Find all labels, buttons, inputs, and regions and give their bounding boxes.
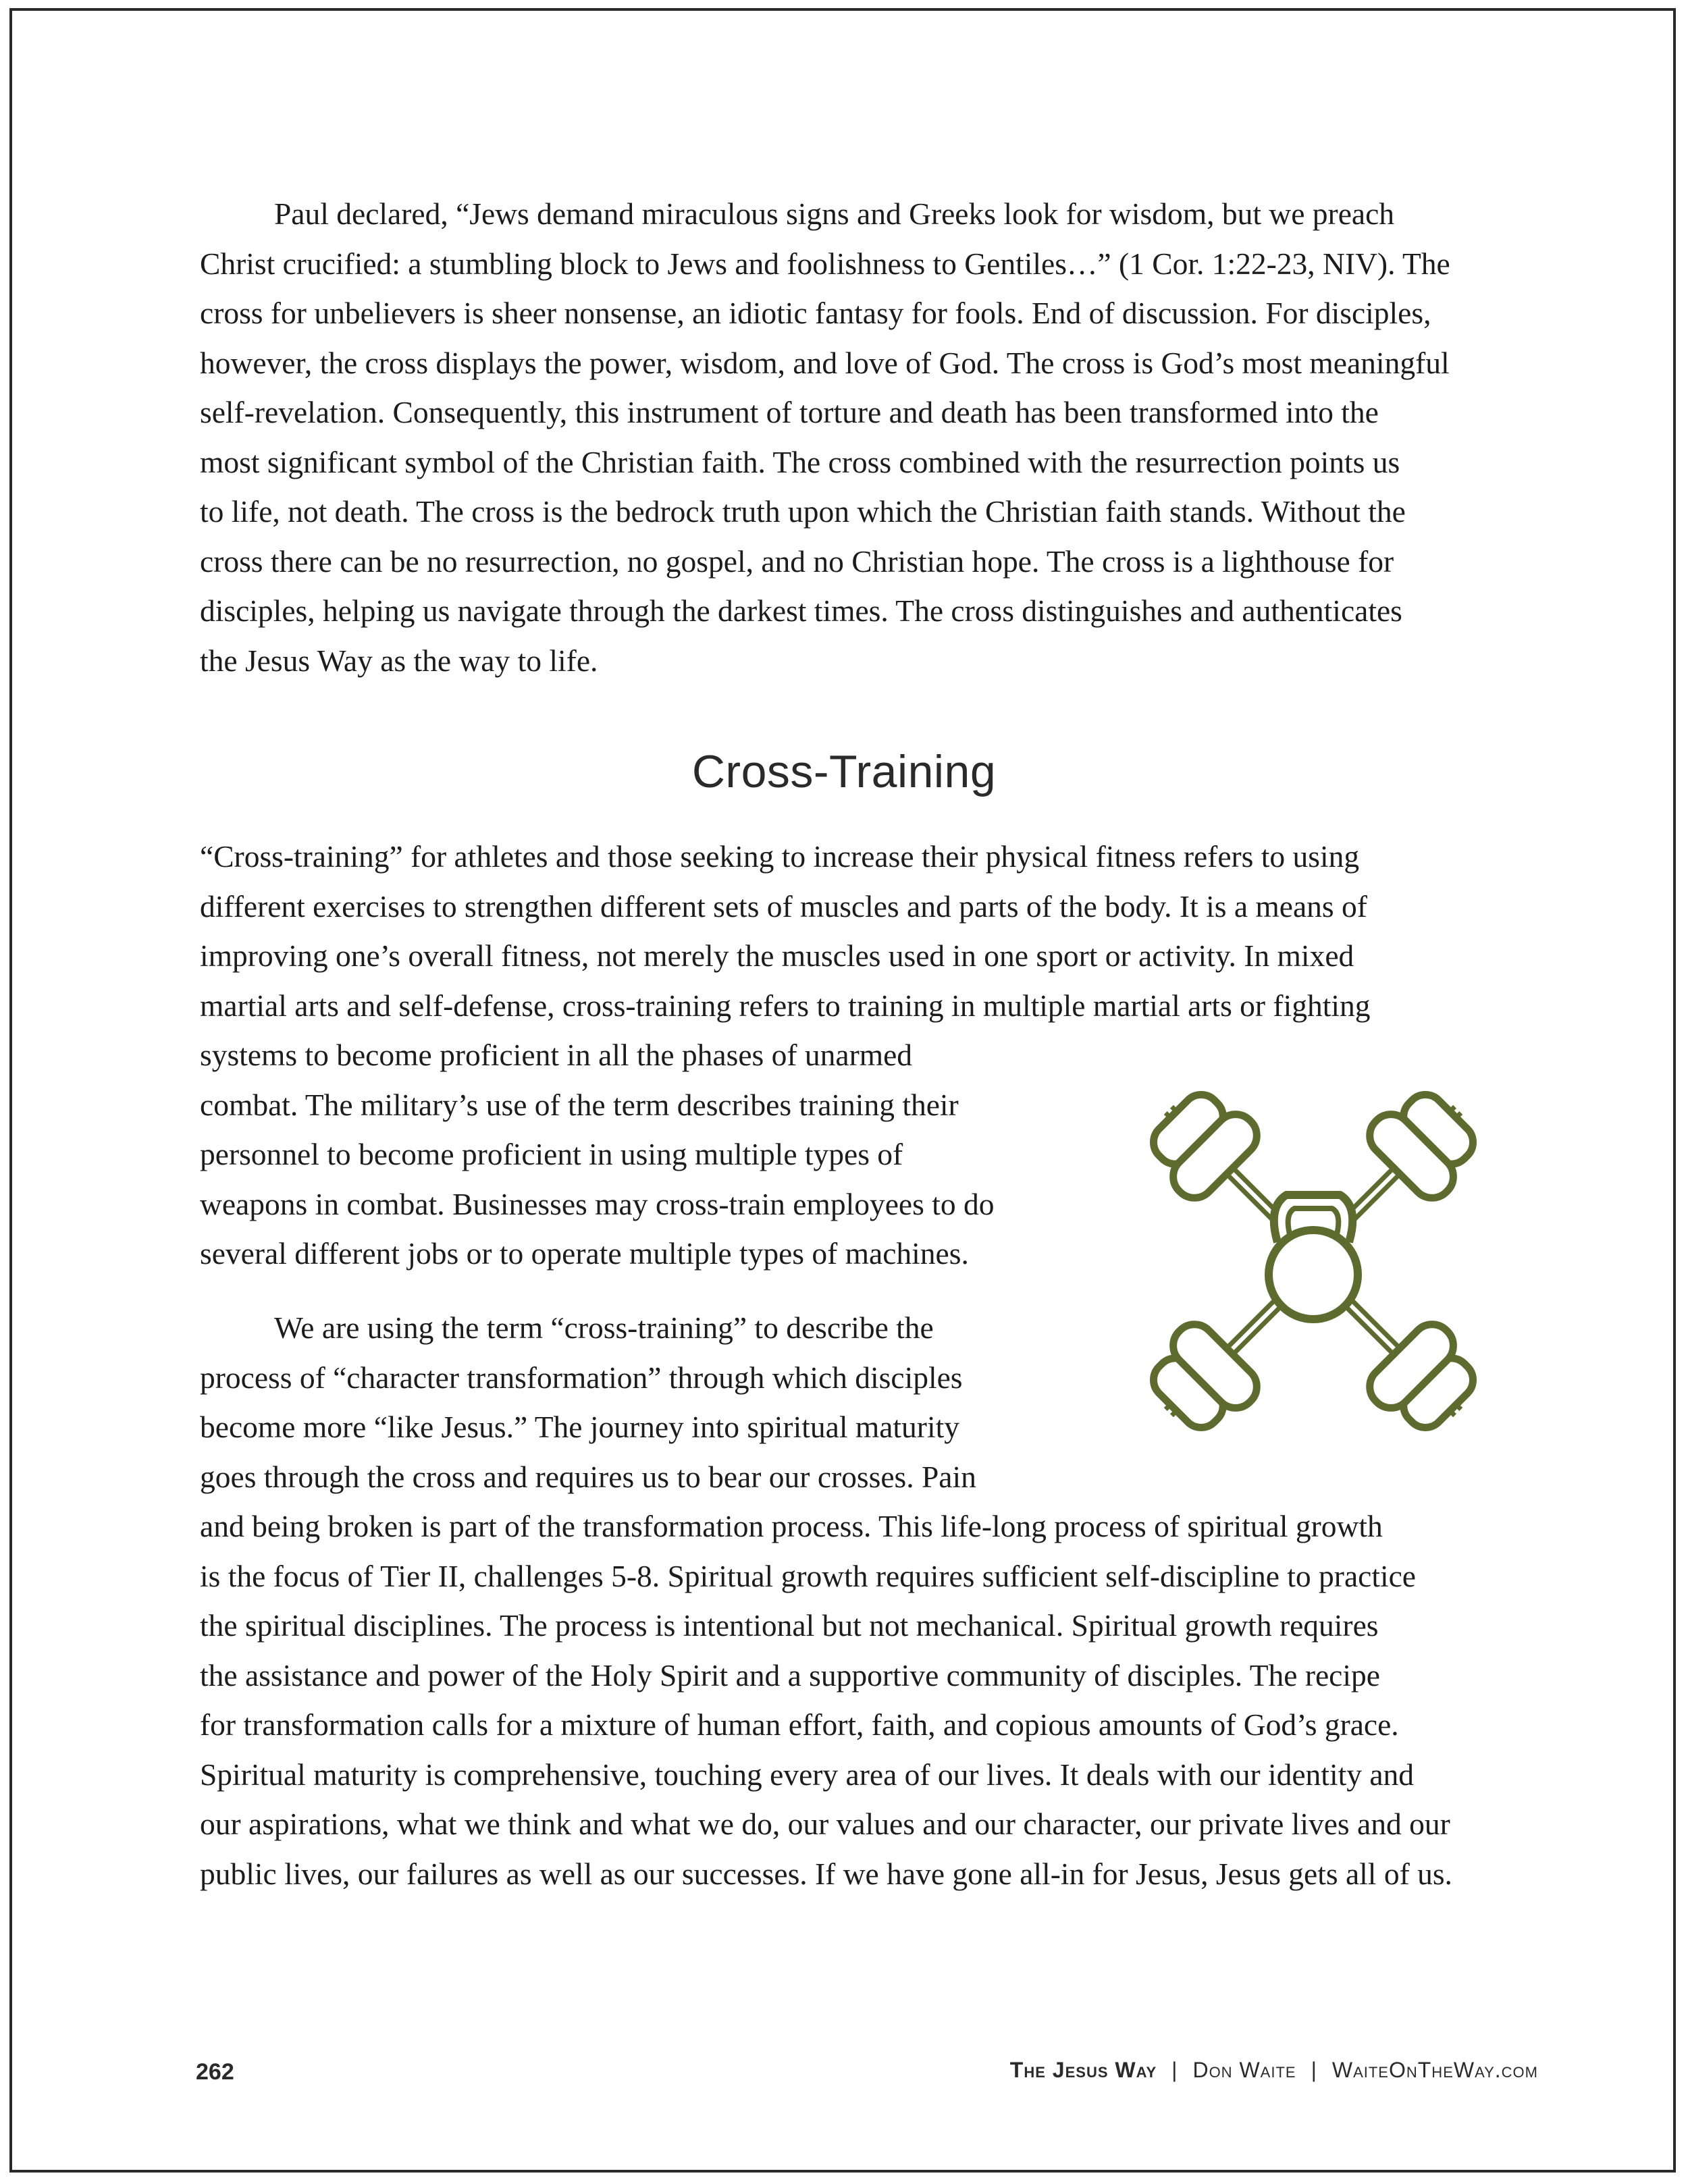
dumbbells-kettlebell-icon — [1117, 1065, 1509, 1457]
kettlebell — [1269, 1195, 1358, 1319]
paragraph-line: our aspirations, what we think and what we do, our values and our character, our private lives and our — [200, 1807, 1450, 1841]
paragraph-line: “Cross-training” for athletes and those seeking to increase their physical fitness refers to using — [200, 839, 1360, 874]
paragraph-line: become more “like Jesus.” The journey into spiritual maturity — [200, 1410, 959, 1444]
paragraph-line: cross there can be no resurrection, no gospel, and no Christian hope. The cross is a lighthouse for — [200, 543, 1394, 579]
paragraph-line: process of “character transformation” through which disciples — [200, 1360, 963, 1395]
paragraph-line: however, the cross displays the power, wisdom, and love of God. The cross is God’s most meaningful — [200, 345, 1450, 380]
paragraph-line: to life, not death. The cross is the bedrock truth upon which the Christian faith stands. Without the — [200, 494, 1406, 529]
paragraph-line: martial arts and self-defense, cross-training refers to training in multiple martial arts or fighting — [200, 988, 1371, 1023]
footer-website: WaiteOnTheWay.com — [1331, 2058, 1538, 2082]
paragraph-line: public lives, our failures as well as our successes. If we have gone all-in for Jesus, Jesus gets all of us. — [200, 1856, 1452, 1891]
paragraph-line: the assistance and power of the Holy Spirit and a supportive community of disciples. The recipe — [200, 1657, 1380, 1693]
paragraph-line: improving one’s overall fitness, not merely the muscles used in one sport or activity. In mixed — [200, 938, 1354, 973]
paragraph-line: personnel to become proficient in using multiple types of — [200, 1137, 903, 1171]
paragraph-line: systems to become proficient in all the phases of unarmed — [200, 1038, 913, 1072]
paragraph-line: is the focus of Tier II, challenges 5-8. Spiritual growth requires sufficient self-discipline to practice — [200, 1558, 1417, 1593]
paragraph-line: the spiritual disciplines. The process is intentional but not mechanical. Spiritual growth requires — [200, 1608, 1379, 1643]
footer-separator: | — [1171, 2058, 1178, 2082]
page-number: 262 — [196, 2059, 234, 2085]
paragraph-line: cross for unbelievers is sheer nonsense, an idiotic fantasy for fools. End of discussion. For disciples, — [200, 296, 1431, 330]
paragraph-line: goes through the cross and requires us to bear our crosses. Pain — [200, 1459, 976, 1494]
paragraph-line: disciples, helping us navigate through the darkest times. The cross distinguishes and authenticates — [200, 593, 1402, 628]
paragraph-line: self-revelation. Consequently, this instrument of torture and death has been transformed into the — [200, 395, 1379, 429]
dumbbells-kettlebell-svg — [1117, 1065, 1509, 1457]
paragraph-line: combat. The military’s use of the term describes training their — [200, 1087, 959, 1122]
paragraph-line: Paul declared, “Jews demand miraculous signs and Greeks look for wisdom, but we preach — [274, 196, 1395, 231]
paragraph-line: most significant symbol of the Christian faith. The cross combined with the resurrection points us — [200, 444, 1400, 479]
paragraph-line: for transformation calls for a mixture of human effort, faith, and copious amounts of God’s grace. — [200, 1707, 1399, 1742]
paragraph-line: weapons in combat. Businesses may cross-train employees to do — [200, 1186, 995, 1221]
footer-book-title: The Jesus Way — [1009, 2058, 1157, 2082]
section-heading: Cross-Training — [691, 746, 997, 797]
running-footer — [1010, 2058, 1538, 2083]
paragraph-line: We are using the term “cross-training” to describe the — [274, 1310, 934, 1345]
paragraph-line: the Jesus Way as the way to life. — [200, 643, 598, 678]
paragraph-line: Spiritual maturity is comprehensive, touching every area of our lives. It deals with our identity and — [200, 1757, 1415, 1792]
paragraph-line: several different jobs or to operate multiple types of machines. — [200, 1236, 969, 1271]
paragraph-line: Christ crucified: a stumbling block to Jews and foolishness to Gentiles…” (1 Cor. 1:22-23, NIV). The — [200, 246, 1450, 281]
paragraph-line: different exercises to strengthen different sets of muscles and parts of the body. It is a means of — [200, 888, 1367, 924]
footer-separator: | — [1311, 2058, 1317, 2082]
paragraph-line: and being broken is part of the transformation process. This life-long process of spiritual growth — [200, 1509, 1383, 1543]
footer-author: Don Waite — [1192, 2058, 1296, 2082]
